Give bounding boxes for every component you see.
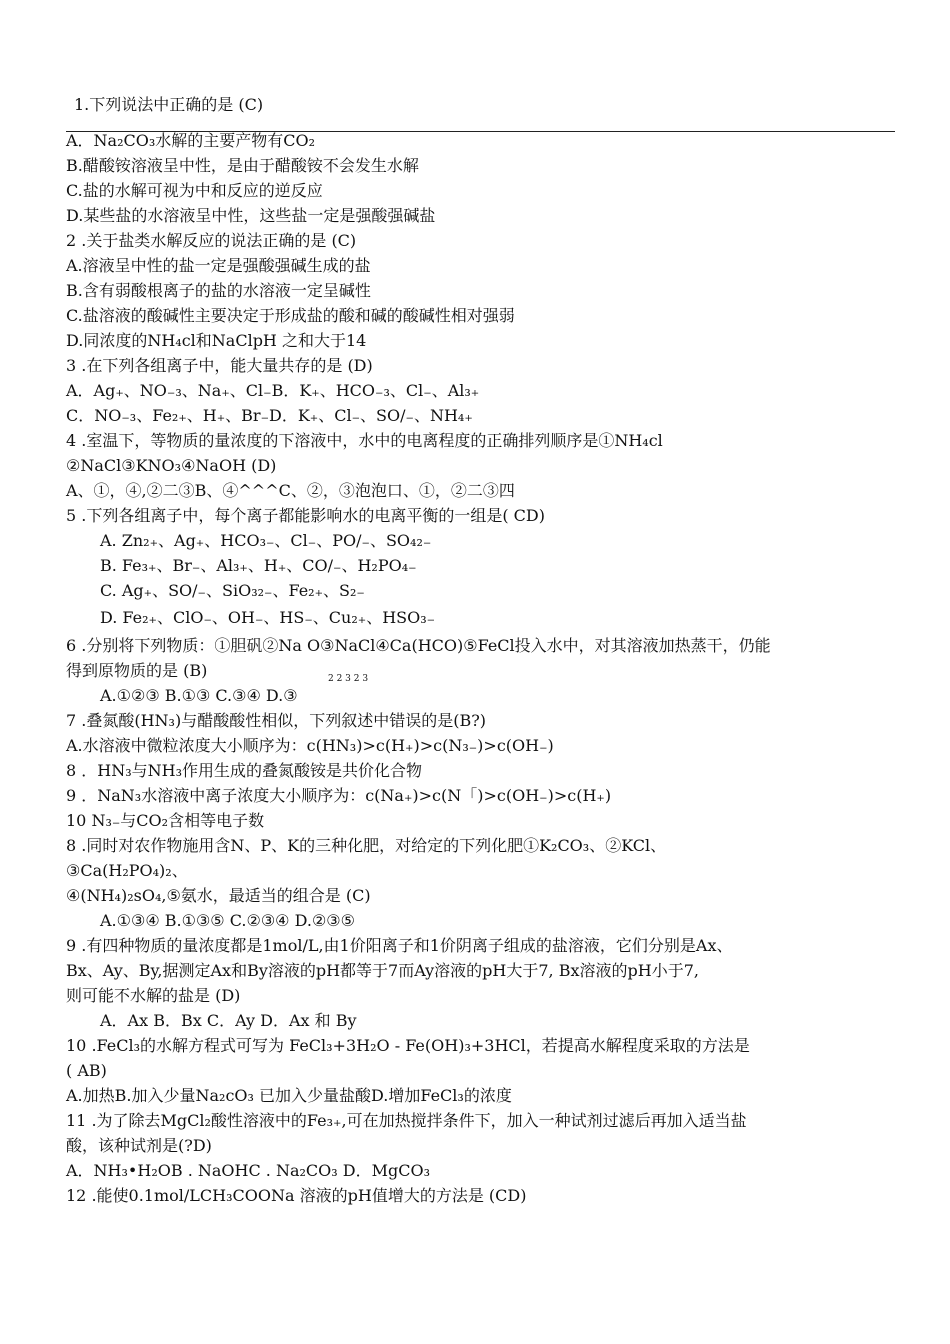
- q1-option-b: B.醋酸铵溶液呈中性，是由于醋酸铵不会发生水解: [66, 156, 419, 175]
- q6-stem: 6 .分别将下列物质：①胆矾②Na O③NaCl④Ca(HCO)⑤FeCl投入水中，对其溶液加热蒸干，仍能: [66, 636, 771, 655]
- q1-option-a: A．Na₂CO₃水解的主要产物有CO₂: [66, 131, 316, 150]
- q1-stem: 1.下列说法中正确的是 (C): [74, 95, 264, 114]
- q11-stem: 11 .为了除去MgCl₂酸性溶液中的Fe₃₊,可在加热搅拌条件下，加入一种试剂过滤后再加入适当盐: [66, 1111, 747, 1130]
- q12-stem: 12 .能使0.1mol/LCH₃COONa 溶液的pH值增大的方法是 (CD): [66, 1186, 527, 1205]
- q3-stem: 3 .在下列各组离子中，能大量共存的是 (D): [66, 356, 373, 375]
- q8-stem: 8 .同时对农作物施用含N、P、K的三种化肥，对给定的下列化肥①K₂CO₃、②KCl、: [66, 836, 667, 855]
- q2-option-a: A.溶液呈中性的盐一定是强酸强碱生成的盐: [66, 256, 371, 275]
- q8-options: A.①③④ B.①③⑤ C.②③④ D.②③⑤: [100, 911, 355, 930]
- q7-stem: 7 .叠氮酸(HN₃)与醋酸酸性相似，下列叙述中错误的是(B?): [66, 711, 487, 730]
- q9-stem-cont2: 则可能不水解的盐是 (D): [66, 986, 241, 1005]
- q11-options: A．NH₃•H₂OB . NaOHC . Na₂CO₃ D．MgCO₃: [66, 1161, 431, 1180]
- q11-stem-cont: 酸，该种试剂是(?D): [66, 1136, 212, 1155]
- q4-options: A、①，④,②二③B、④^^^C、②，③泡泡口、①，②二③四: [66, 481, 515, 500]
- q6-options: A.①②③ B.①③ C.③④ D.③: [100, 686, 298, 705]
- q10-options: A.加热B.加入少量Na₂cO₃ 已加入少量盐酸D.增加FeCl₃的浓度: [66, 1086, 512, 1105]
- q7-option-10: 10 N₃₋与CO₂含相等电子数: [66, 811, 265, 830]
- q2-option-c: C.盐溶液的酸碱性主要决定于形成盐的酸和碱的酸碱性相对强弱: [66, 306, 515, 325]
- q4-stem: 4 .室温下，等物质的量浓度的下溶液中，水中的电离程度的正确排列顺序是①NH₄cl: [66, 431, 663, 450]
- q4-stem-cont: ②NaCl③KNO₃④NaOH (D): [66, 456, 277, 475]
- q3-option-cd: C．NO₋₃、Fe₂₊、H₊、Br₋D．K₊、Cl₋、SO/₋、NH₄₊: [66, 406, 473, 425]
- q7-option-a: A.水溶液中微粒浓度大小顺序为：c(HN₃)>c(H₊)>c(N₃₋)>c(OH₋): [66, 736, 554, 755]
- q1-option-c: C.盐的水解可视为中和反应的逆反应: [66, 181, 323, 200]
- q10-answer: ( AB): [66, 1061, 107, 1080]
- q3-option-ab: A．Ag₊、NO₋₃、Na₊、Cl₋B．K₊、HCO₋₃、Cl₋、Al₃₊: [66, 381, 480, 400]
- q10-stem: 10 .FeCl₃的水解方程式可写为 FeCl₃+3H₂O - Fe(OH)₃+3HCl，若提高水解程度采取的方法是: [66, 1036, 750, 1055]
- q9-stem: 9 .有四种物质的量浓度都是1mol/L,由1价阳离子和1价阴离子组成的盐溶液，它们分别是Ax、: [66, 936, 733, 955]
- q1-option-d: D.某些盐的水溶液呈中性，这些盐一定是强酸强碱盐: [66, 206, 436, 225]
- q5-stem: 5 .下列各组离子中，每个离子都能影响水的电离平衡的一组是( CD): [66, 506, 545, 525]
- q6-subscripts: 2 2 3 2 3: [328, 674, 369, 684]
- q7-option-9: 9 ．NaN₃水溶液中离子浓度大小顺序为：c(Na₊)>c(N「)>c(OH₋)>c(H₊): [66, 786, 612, 805]
- q8-stem-cont: ③Ca(H₂PO₄)₂、: [66, 861, 188, 880]
- q5-option-b: B. Fe₃₊、Br₋、Al₃₊、H₊、CO/₋、H₂PO₄₋: [100, 556, 417, 575]
- q8-stem-cont2: ④(NH₄)₂sO₄,⑤氨水，最适当的组合是 (C): [66, 886, 371, 905]
- q9-stem-cont: Bx、Ay、By,据测定Ax和By溶液的pH都等于7而Ay溶液的pH大于7, Bx溶液的pH小于7,: [66, 961, 699, 980]
- q6-stem-cont: 得到原物质的是 (B): [66, 661, 208, 680]
- q5-option-d: D. Fe₂₊、ClO₋、OH₋、HS₋、Cu₂₊、HSO₃₋: [100, 608, 436, 627]
- q7-option-8: 8 ．HN₃与NH₃作用生成的叠氮酸铵是共价化合物: [66, 761, 423, 780]
- q5-option-c: C. Ag₊、SO/₋、SiO₃₂₋、Fe₂₊、S₂₋: [100, 581, 365, 600]
- q5-option-a: A. Zn₂₊、Ag₊、HCO₃₋、Cl₋、PO/₋、SO₄₂₋: [100, 531, 432, 550]
- q2-stem: 2 .关于盐类水解反应的说法正确的是 (C): [66, 231, 357, 250]
- q9-options: A．Ax B．Bx C．Ay D．Ax 和 By: [100, 1011, 357, 1030]
- q2-option-d: D.同浓度的NH₄cl和NaClpH 之和大于14: [66, 331, 367, 350]
- q2-option-b: B.含有弱酸根离子的盐的水溶液一定呈碱性: [66, 281, 371, 300]
